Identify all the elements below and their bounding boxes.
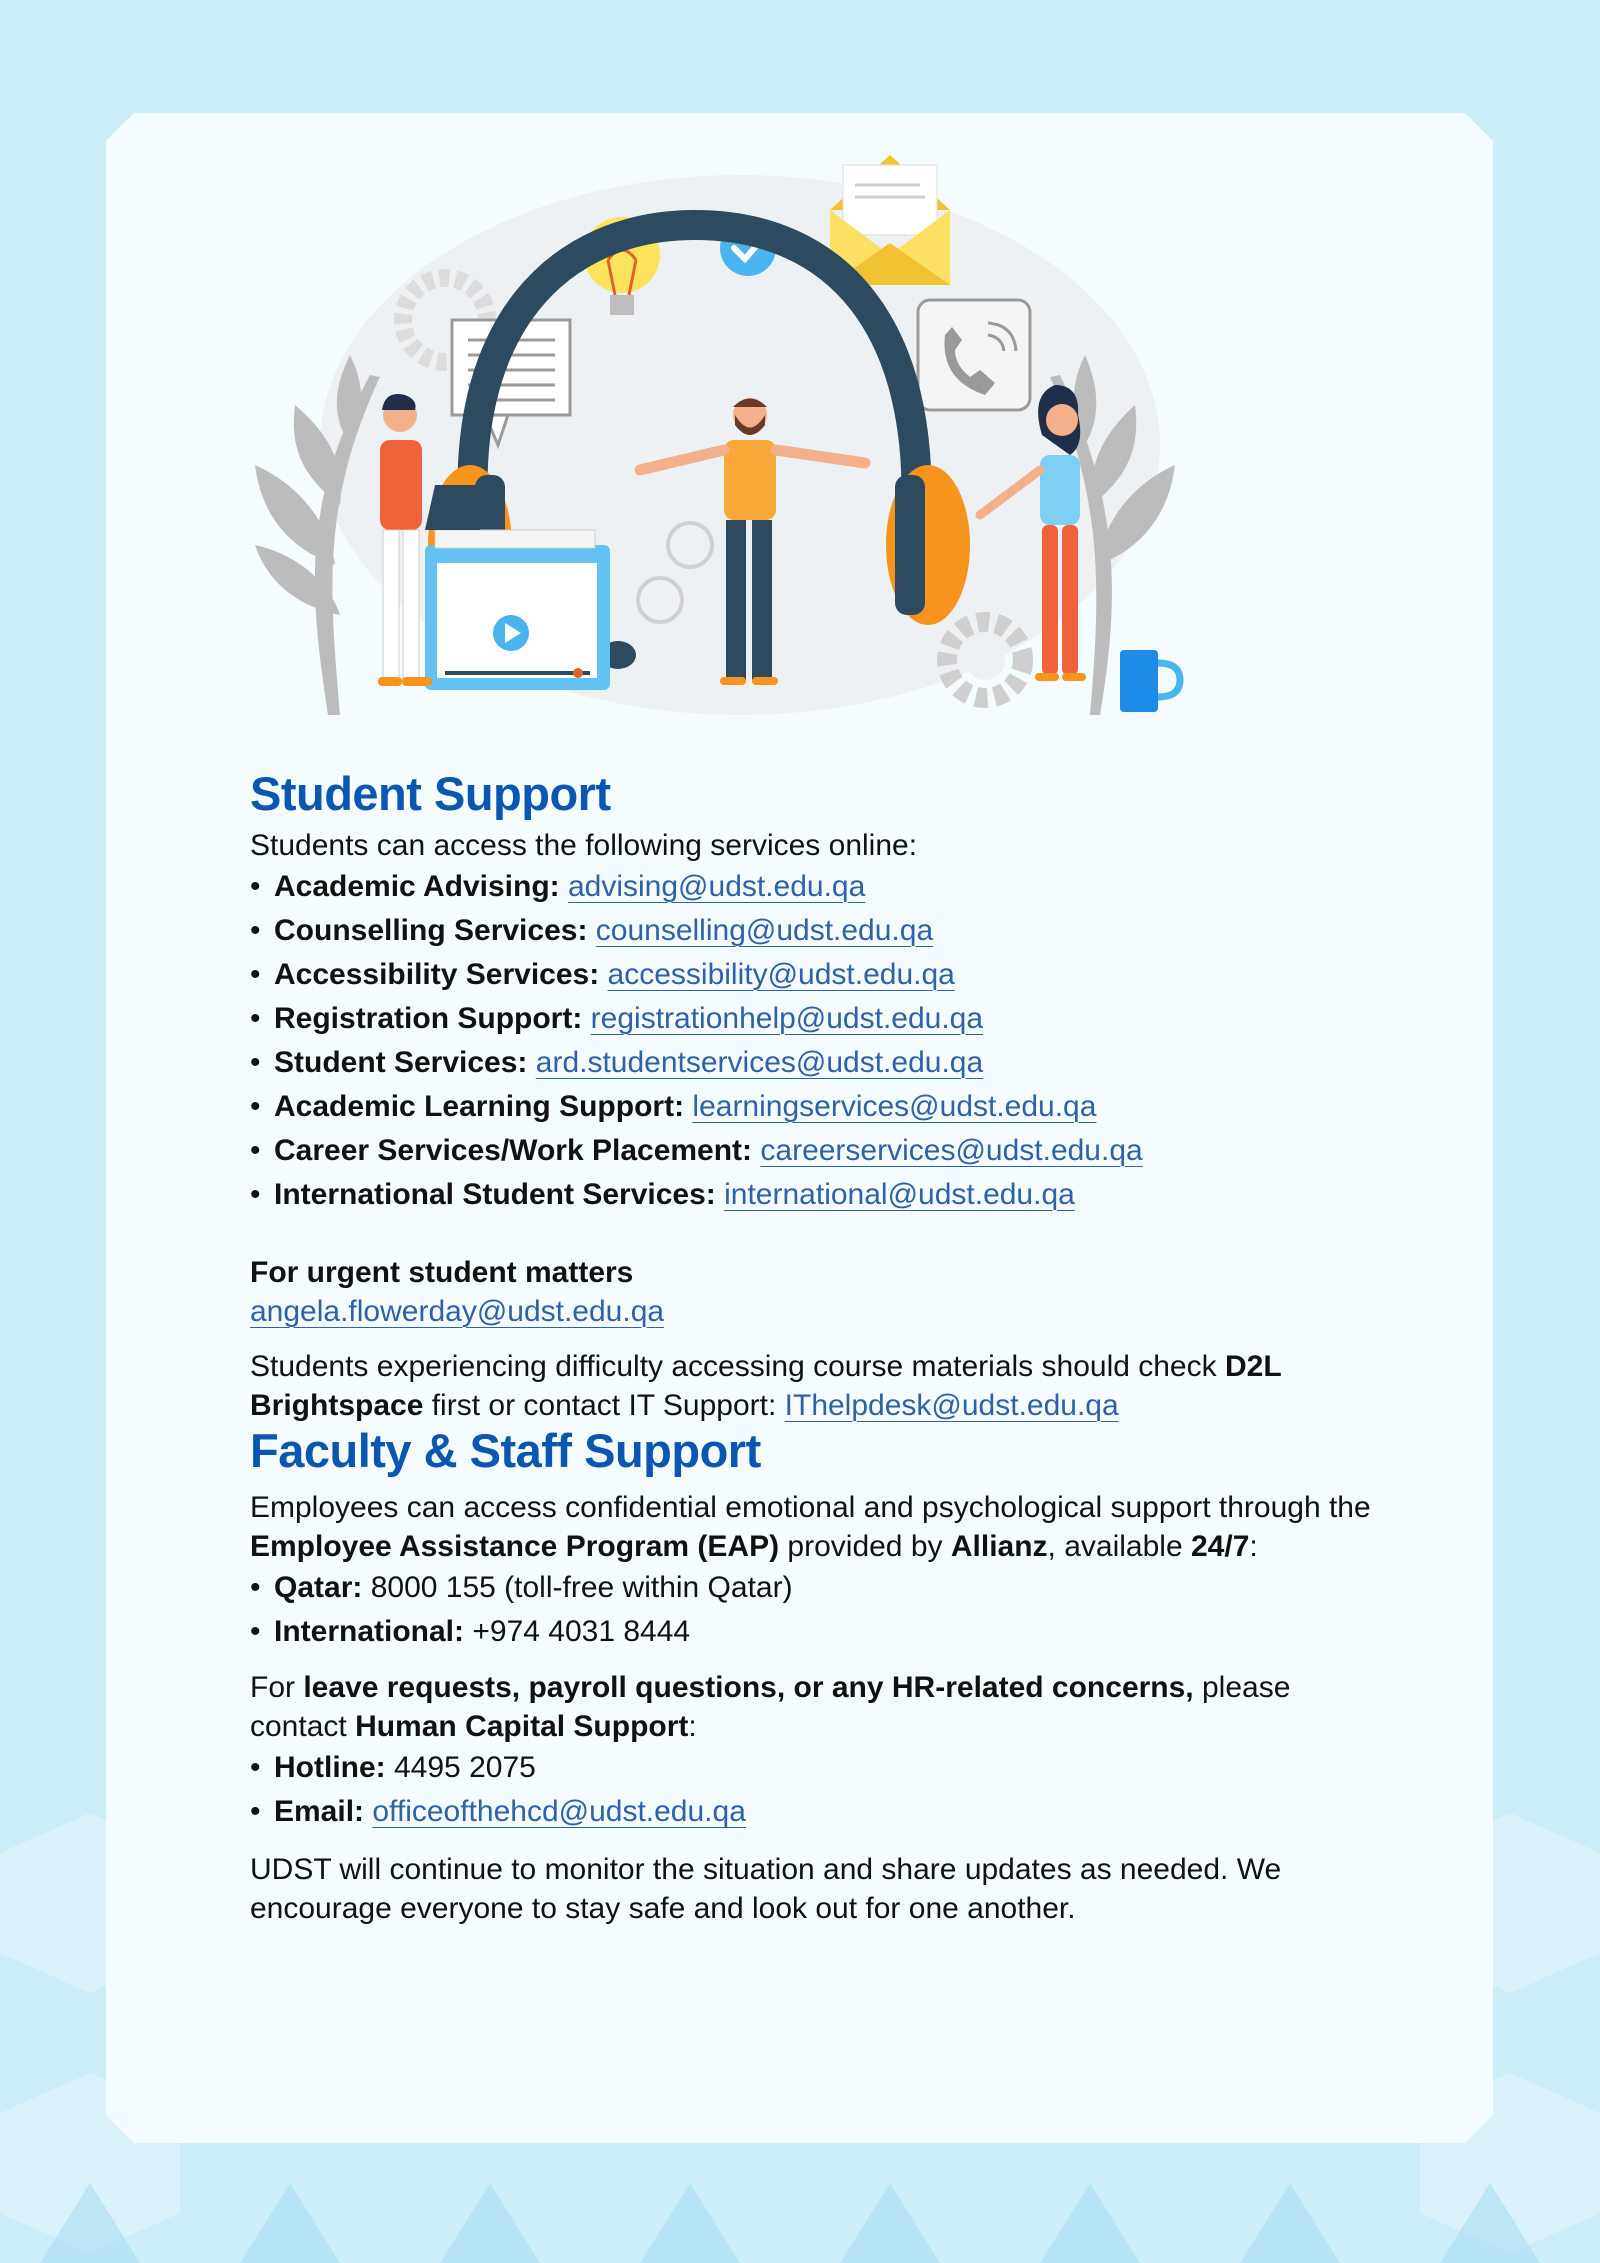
d2l-text-2: first or contact IT Support: xyxy=(423,1388,785,1422)
student-services-list xyxy=(250,865,1390,1217)
eap-provider: Allianz xyxy=(950,1530,1048,1564)
career-services-email-link[interactable]: careerservices@udst.edu.qa xyxy=(760,1133,1143,1167)
service-label: Academic Learning Support: xyxy=(274,1089,685,1123)
student-intro: Students can access the following services online: xyxy=(250,828,918,862)
d2l-text: Students experiencing difficulty accessing course materials should check xyxy=(250,1349,1225,1383)
hr-topics: leave requests, payroll questions, or any HR-related concerns, xyxy=(303,1671,1194,1705)
list-item: • Registration Support: registrationhelp@udst.edu.qa xyxy=(250,1001,984,1035)
international-phone: +974 4031 8444 xyxy=(472,1615,691,1649)
learning-services-email-link[interactable]: learningservices@udst.edu.qa xyxy=(692,1089,1097,1123)
urgent-email-link[interactable]: angela.flowerday@udst.edu.qa xyxy=(250,1294,665,1328)
list-item: • Academic Advising: advising@udst.edu.qa xyxy=(250,869,866,903)
d2l-brightspace: D2L Brightspace xyxy=(250,1349,1282,1422)
list-item: • International: +974 4031 8444 xyxy=(250,1615,691,1649)
eap-text-2: provided by xyxy=(779,1530,951,1564)
service-label: Career Services/Work Placement: xyxy=(274,1133,753,1167)
service-label: Registration Support: xyxy=(274,1001,583,1035)
international-email-link[interactable]: international@udst.edu.qa xyxy=(724,1177,1075,1211)
phone-icon xyxy=(918,300,1030,410)
contact-label: Qatar: xyxy=(274,1571,363,1605)
list-item: • Hotline: 4495 2075 xyxy=(250,1751,536,1785)
accessibility-email-link[interactable]: accessibility@udst.edu.qa xyxy=(607,957,955,991)
eap-contact-list xyxy=(250,1566,1390,1654)
hr-text: For xyxy=(250,1671,304,1705)
video-player-icon xyxy=(425,530,610,690)
mug-icon xyxy=(1120,650,1180,712)
it-helpdesk-email-link[interactable]: IThelpdesk@udst.edu.qa xyxy=(784,1388,1119,1422)
hr-text-2: please contact xyxy=(250,1671,1291,1744)
service-label: Counselling Services: xyxy=(274,913,588,947)
list-item: • International Student Services: international@udst.edu.qa xyxy=(250,1177,1075,1211)
list-item: • Email: officeofthehcd@udst.edu.qa xyxy=(250,1795,746,1829)
service-label: International Student Services: xyxy=(274,1177,716,1211)
hr-team: Human Capital Support xyxy=(355,1710,689,1744)
eap-text-4: : xyxy=(1249,1530,1258,1564)
hr-paragraph xyxy=(250,1668,1390,1746)
eap-hours: 24/7 xyxy=(1190,1530,1250,1564)
customer-support-illustration xyxy=(240,145,1220,725)
service-label: Student Services: xyxy=(274,1045,528,1079)
advising-email-link[interactable]: advising@udst.edu.qa xyxy=(567,869,866,903)
list-item: • Qatar: 8000 155 (toll-free within Qatar) xyxy=(250,1571,793,1605)
eap-text: Employees can access confidential emotional and psychological support through the xyxy=(250,1491,1371,1525)
qatar-phone: 8000 155 (toll-free within Qatar) xyxy=(370,1571,793,1605)
eap-name: Employee Assistance Program (EAP) xyxy=(250,1530,780,1564)
urgent-heading: For urgent student matters xyxy=(250,1255,634,1289)
student-services-email-link[interactable]: ard.studentservices@udst.edu.qa xyxy=(535,1045,984,1079)
registration-email-link[interactable]: registrationhelp@udst.edu.qa xyxy=(590,1001,984,1035)
list-item: • Student Services: ard.studentservices@udst.edu.qa xyxy=(250,1045,984,1079)
student-support-title: Student Support xyxy=(250,767,611,820)
main-content xyxy=(250,768,1390,1928)
list-item: • Counselling Services: counselling@udst.edu.qa xyxy=(250,913,934,947)
hr-contact-list xyxy=(250,1746,1390,1834)
faculty-staff-support-title: Faculty & Staff Support xyxy=(250,1423,761,1477)
hr-email-link[interactable]: officeofthehcd@udst.edu.qa xyxy=(372,1795,746,1829)
closing-paragraph: UDST will continue to monitor the situation and share updates as needed. We encourage everyone to stay safe and look out for one another. xyxy=(250,1853,1282,1926)
email-label: Email: xyxy=(274,1795,365,1829)
service-label: Accessibility Services: xyxy=(274,957,600,991)
hr-text-3: : xyxy=(688,1710,697,1744)
eap-paragraph xyxy=(250,1488,1390,1566)
hotline-label: Hotline: xyxy=(274,1751,386,1785)
list-item: • Academic Learning Support: learningservices@udst.edu.qa xyxy=(250,1089,1097,1123)
eap-text-3: , available xyxy=(1047,1530,1191,1564)
counselling-email-link[interactable]: counselling@udst.edu.qa xyxy=(595,913,934,947)
hotline-value: 4495 2075 xyxy=(394,1751,536,1785)
list-item: • Accessibility Services: accessibility@udst.edu.qa xyxy=(250,957,955,991)
service-label: Academic Advising: xyxy=(274,869,560,903)
list-item: • Career Services/Work Placement: careerservices@udst.edu.qa xyxy=(250,1133,1143,1167)
d2l-paragraph xyxy=(250,1347,1390,1425)
contact-label: International: xyxy=(274,1615,465,1649)
